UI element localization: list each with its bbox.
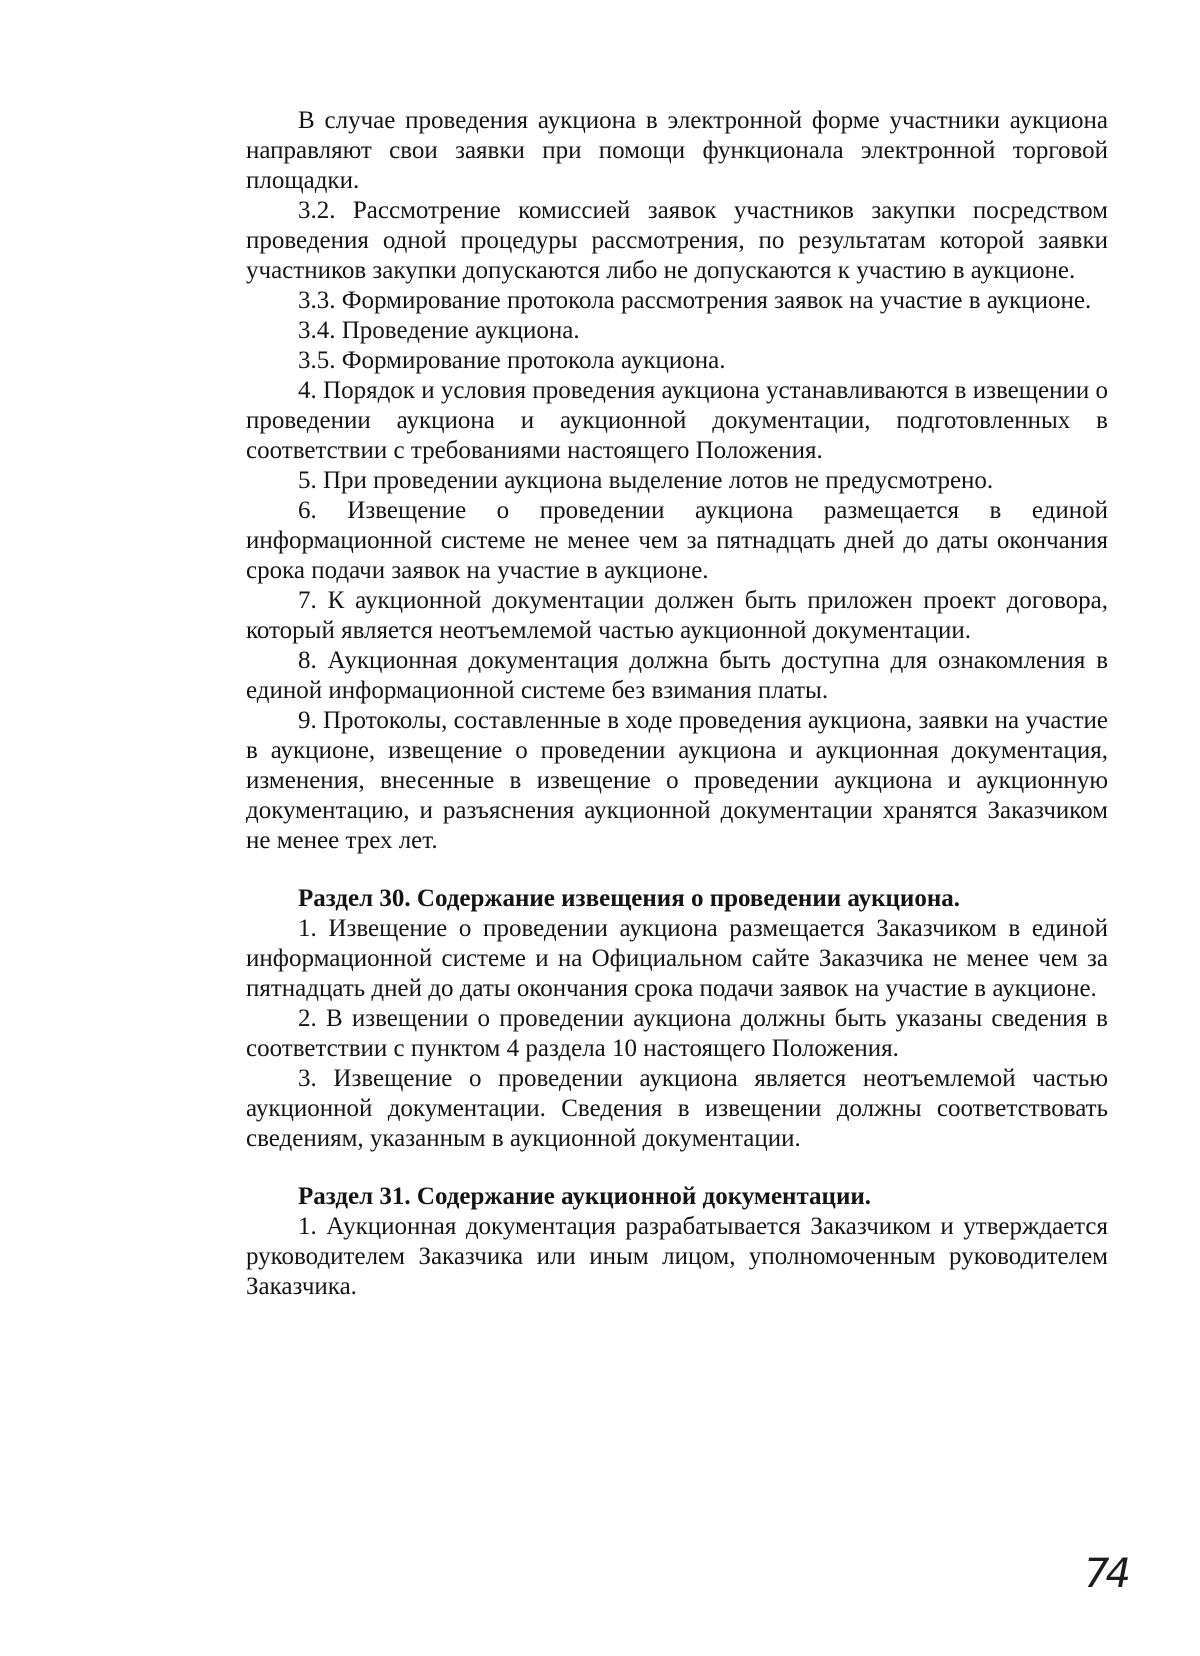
section-30-paragraph-1: 1. Извещение о проведении аукциона размещается Заказчиком в единой информационной системе и на Официальном сайте Заказчика не менее чем за пятнадцать дней до даты окончания срока подачи заявок на участие в аукционе. <box>246 915 1108 1002</box>
section-30-paragraph-2: 2. В извещении о проведении аукциона должны быть указаны сведения в соответствии с пунктом 4 раздела 10 настоящего Положения. <box>246 1005 1108 1062</box>
document-page <box>246 106 1108 1302</box>
section-31-paragraph-1: 1. Аукционная документация разрабатывается Заказчиком и утверждается руководителем Заказчика или иным лицом, уполномоченным руководителем Заказчика. <box>246 1213 1108 1300</box>
paragraph-3-5: 3.5. Формирование протокола аукциона. <box>298 347 726 374</box>
paragraph-9: 9. Протоколы, составленные в ходе проведения аукциона, заявки на участие в аукционе, извещение о проведении аукциона и аукционная документация, изменения, внесенные в извещение о проведении аукциона и аукционную документацию, и разъяснения аукционной документации хранятся Заказчиком не менее трех лет. <box>246 707 1108 854</box>
paragraph-7: 7. К аукционной документации должен быть приложен проект договора, который является неотъемлемой частью аукционной документации. <box>246 587 1108 644</box>
paragraph-electronic-auction: В случае проведения аукциона в электронной форме участники аукциона направляют свои заявки при помощи функционала электронной торговой площадки. <box>246 107 1108 194</box>
paragraph-4: 4. Порядок и условия проведения аукциона устанавливаются в извещении о проведении аукциона и аукционной документации, подготовленных в соответствии с требованиями настоящего Положения. <box>246 377 1108 464</box>
paragraph-6: 6. Извещение о проведении аукциона размещается в единой информационной системе не менее чем за пятнадцать дней до даты окончания срока подачи заявок на участие в аукционе. <box>246 497 1108 584</box>
section-31-heading: Раздел 31. Содержание аукционной документации. <box>298 1183 871 1210</box>
paragraph-5: 5. При проведении аукциона выделение лотов не предусмотрено. <box>298 467 994 494</box>
section-30-paragraph-3: 3. Извещение о проведении аукциона является неотъемлемой частью аукционной документации. Сведения в извещении должны соответствовать сведениям, указанным в аукционной документации. <box>246 1065 1108 1152</box>
paragraph-3-2: 3.2. Рассмотрение комиссией заявок участников закупки посредством проведения одной процедуры рассмотрения, по результатам которой заявки участников закупки допускаются либо не допускаются к участию в аукционе. <box>246 197 1108 284</box>
section-30-heading: Раздел 30. Содержание извещения о проведении аукциона. <box>298 885 960 912</box>
paragraph-3-3: 3.3. Формирование протокола рассмотрения заявок на участие в аукционе. <box>298 287 1092 314</box>
paragraph-8: 8. Аукционная документация должна быть доступна для ознакомления в единой информационной системе без взимания платы. <box>246 647 1108 704</box>
page-number: 74 <box>1084 1551 1127 1597</box>
paragraph-3-4: 3.4. Проведение аукциона. <box>298 317 580 344</box>
